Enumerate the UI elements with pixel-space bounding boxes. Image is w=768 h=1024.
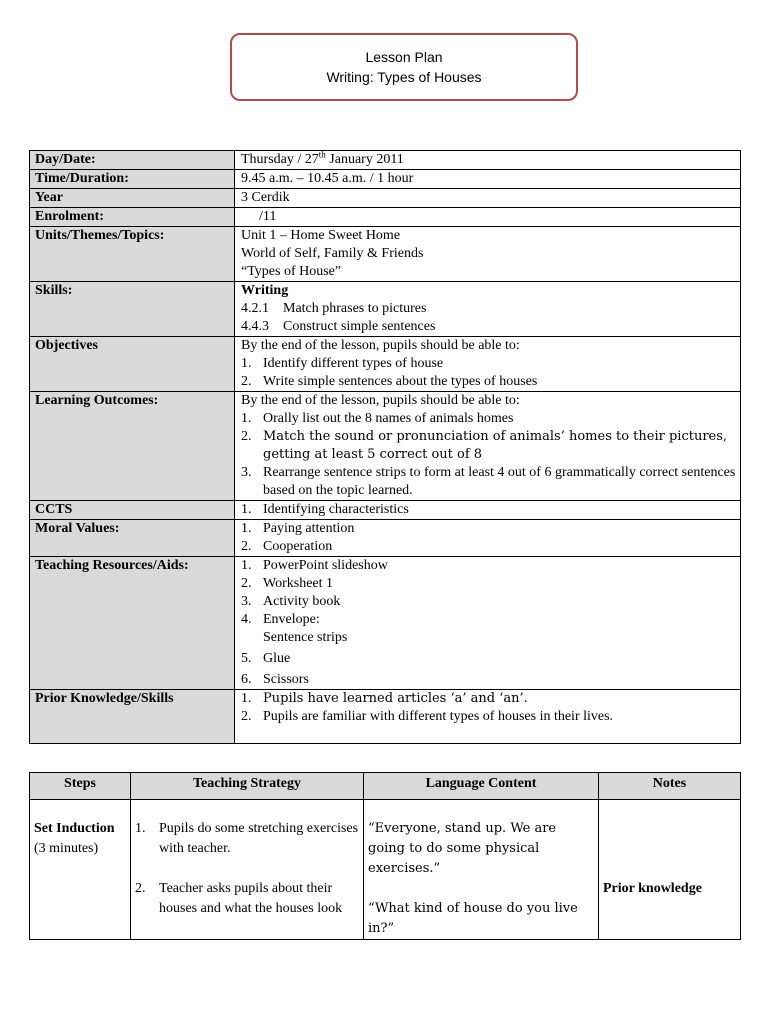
list-item: 1. Identifying characteristics	[241, 502, 409, 517]
step-duration: (3 minutes)	[34, 841, 99, 856]
outcomes-value: By the end of the lesson, pupils should be able to: 1. Orally list out the 8 names of animals homes 2. Match the sound or pronunciation of animals’ homes to their pictures, getting at least 5 correct out of 8 3. Rearrange sentence strips to form at least 4 out of 6 grammatically correct sentences based on the topic learned.	[235, 392, 741, 501]
prior-value	[235, 690, 741, 744]
day-label: Day/Date:	[30, 151, 235, 170]
lesson-title-box	[230, 33, 578, 101]
day-value: Thursday / 27th January 2011	[235, 151, 741, 170]
list-item: 2. Cooperation	[241, 539, 333, 554]
row-moral	[30, 520, 741, 557]
steps-header-row	[30, 773, 741, 800]
list-item: 2. Pupils are familiar with different types of houses in their lives.	[241, 709, 614, 724]
list-item: 3. Activity book	[241, 594, 341, 609]
list-item: 1. Pupils do some stretching exercises with teacher.	[135, 821, 359, 856]
header-language-content: Language Content	[364, 773, 599, 800]
row-units	[30, 227, 741, 282]
row-outcomes	[30, 392, 741, 501]
header-teaching-strategy: Teaching Strategy	[131, 773, 364, 800]
table-row	[30, 800, 741, 940]
lesson-steps-table	[29, 772, 741, 940]
list-item: 2. Write simple sentences about the types of houses	[241, 374, 538, 389]
list-item: 1. Identify different types of house	[241, 356, 444, 371]
list-item: 4. Envelope:	[241, 612, 320, 627]
strategy-cell	[131, 800, 364, 940]
list-item: 5. Glue	[241, 651, 291, 666]
list-item: 2. Teacher asks pupils about their houses and what the houses look	[135, 881, 343, 916]
header-notes: Notes	[599, 773, 741, 800]
row-objectives	[30, 337, 741, 392]
step-title: Set Induction	[34, 821, 115, 836]
list-item: Sentence strips	[263, 630, 348, 645]
title-line-2: Writing: Types of Houses	[326, 69, 482, 85]
lesson-info-table	[29, 150, 741, 744]
step-cell	[30, 800, 131, 940]
resources-label: Teaching Resources/Aids:	[30, 557, 235, 690]
moral-value	[235, 520, 741, 557]
enrolment-value: /11	[235, 208, 741, 227]
list-item: 6. Scissors	[241, 672, 309, 687]
time-label: Time/Duration:	[30, 170, 235, 189]
row-skills	[30, 282, 741, 337]
objectives-value: By the end of the lesson, pupils should be able to: 1. Identify different types of house 2. Write simple sentences about the types of houses	[235, 337, 741, 392]
year-label: Year	[30, 189, 235, 208]
list-item: 1. PowerPoint slideshow	[241, 558, 388, 573]
row-prior	[30, 690, 741, 744]
list-item: 1. Paying attention	[241, 521, 355, 536]
enrolment-label: Enrolment:	[30, 208, 235, 227]
list-item: 3. Rearrange sentence strips to form at least 4 out of 6 grammatically correct sentences based on the topic learned.	[241, 465, 736, 498]
units-value: Unit 1 – Home Sweet Home World of Self, Family & Friends “Types of House”	[235, 227, 741, 282]
prior-label: Prior Knowledge/Skills	[30, 690, 235, 744]
list-item: 1. Pupils have learned articles ‘a’ and ‘an’.	[241, 691, 528, 706]
list-item: 2. Match the sound or pronunciation of animals’ homes to their pictures, getting at least 5 correct out of 8	[241, 429, 728, 462]
objectives-label: Objectives	[30, 337, 235, 392]
outcomes-label: Learning Outcomes:	[30, 392, 235, 501]
skills-value: Writing 4.2.1 Match phrases to pictures 4.4.3 Construct simple sentences	[235, 282, 741, 337]
moral-label: Moral Values:	[30, 520, 235, 557]
row-day	[30, 151, 741, 170]
list-item: 1. Orally list out the 8 names of animals homes	[241, 411, 514, 426]
header-steps: Steps	[30, 773, 131, 800]
language-cell: “Everyone, stand up. We are going to do some physical exercises.” “What kind of house do you live in?”	[364, 800, 599, 940]
units-label: Units/Themes/Topics:	[30, 227, 235, 282]
row-enrolment	[30, 208, 741, 227]
ccts-value	[235, 501, 741, 520]
title-line-1: Lesson Plan	[365, 49, 443, 65]
time-value: 9.45 a.m. – 10.45 a.m. / 1 hour	[235, 170, 741, 189]
row-year	[30, 189, 741, 208]
row-resources	[30, 557, 741, 690]
ccts-label: CCTS	[30, 501, 235, 520]
year-value: 3 Cerdik	[235, 189, 741, 208]
resources-value	[235, 557, 741, 690]
list-item: 2. Worksheet 1	[241, 576, 334, 591]
row-time	[30, 170, 741, 189]
skills-label: Skills:	[30, 282, 235, 337]
row-ccts	[30, 501, 741, 520]
notes-cell	[599, 800, 741, 940]
note-prior-knowledge: Prior knowledge	[603, 881, 702, 896]
